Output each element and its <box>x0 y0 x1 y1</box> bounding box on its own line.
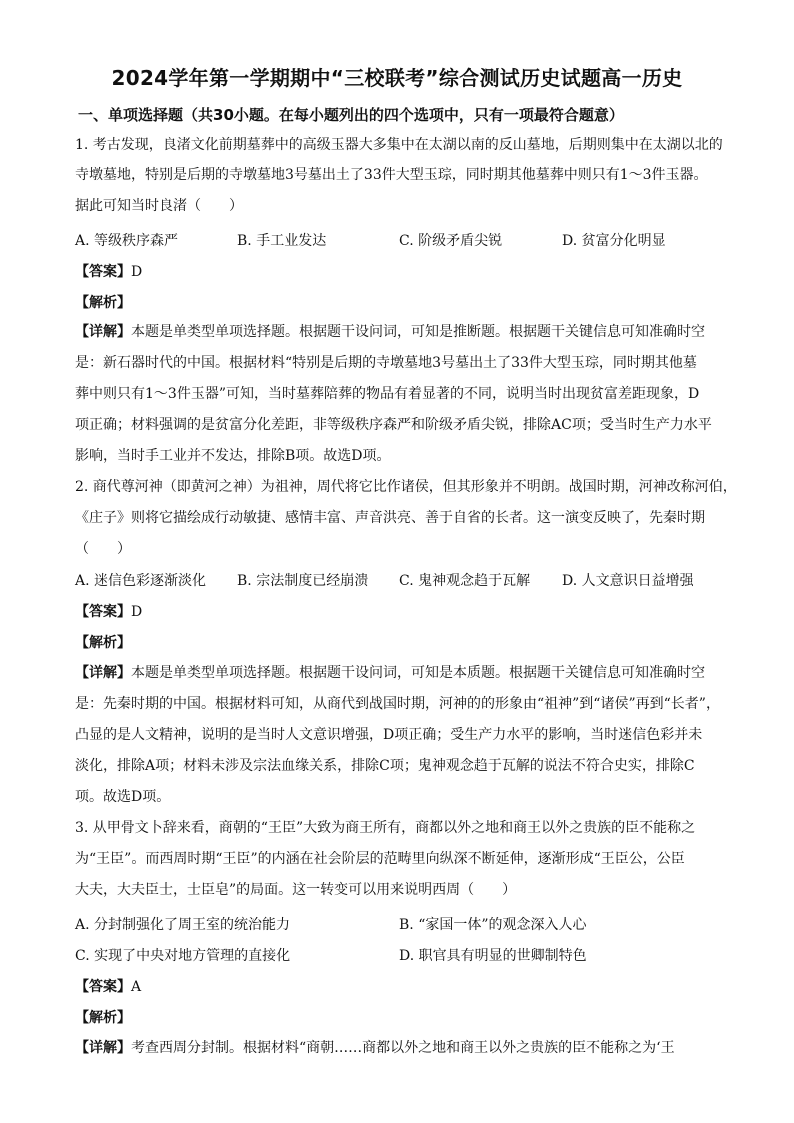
q1-option-c: C. 阶级矛盾尖锐 <box>399 233 503 249</box>
analysis-label: 【解析】 <box>75 1010 131 1026</box>
q1-detail-line: 项正确；材料强调的是贫富分化差距，非等级秩序森严和阶级矛盾尖锐，排除AC项；受当时生产力水平 <box>75 417 712 433</box>
q2-detail-line: 淡化，排除A项；材料未涉及宗法血缘关系，排除C项；鬼神观念趋于瓦解的说法不符合史实，排除C <box>75 758 695 774</box>
q1-option-d: D. 贫富分化明显 <box>562 233 666 249</box>
q1-detail-line: 是：新石器时代的中国。根据材料“特别是后期的寺墩墓地3号墓出土了33件大型玉琮，同时期其他墓 <box>75 355 697 371</box>
answer-label: 【答案】 <box>75 979 131 995</box>
q3-answer-value: A <box>131 979 142 995</box>
q1-stem-line: 据此可知当时良渚（ ） <box>75 198 243 214</box>
q2-stem-line: 2. 商代尊河神（即黄河之神）为祖神，周代将它比作诸侯，但其形象并不明朗。战国时期，河神改称河伯， <box>75 479 737 495</box>
q3-option-a: A. 分封制强化了周王室的统治能力 <box>75 917 291 933</box>
answer-label: 【答案】 <box>75 264 131 280</box>
q2-detail-line: 项。故选D项。 <box>75 789 171 805</box>
q3-option-b: B. “家国一体”的观念深入人心 <box>399 917 587 933</box>
q1-detail-text: 本题是单类型单项选择题。根据题干设问词，可知是推断题。根据题干关键信息可知准确时空 <box>131 324 705 340</box>
document-title: 2024学年第一学期期中“三校联考”综合测试历史试题高一历史 <box>111 66 683 90</box>
q2-option-a: A. 迷信色彩逐渐淡化 <box>75 573 207 589</box>
q2-option-b: B. 宗法制度已经崩溃 <box>237 573 369 589</box>
q1-option-b: B. 手工业发达 <box>237 233 327 249</box>
q1-detail-line: 影响，当时手工业并不发达，排除B项。故选D项。 <box>75 448 391 464</box>
q3-analysis-label <box>75 1007 131 1027</box>
q3-stem-line: 3. 从甲骨文卜辞来看，商朝的“王臣”大致为商王所有，商都以外之地和商王以外之贵族的臣不能称之 <box>75 820 696 836</box>
q3-stem-line: 大夫，大夫臣士，士臣皂”的局面。这一转变可以用来说明西周（ ） <box>75 882 517 898</box>
q1-stem-line: 寺墩墓地，特别是后期的寺墩墓地3号墓出土了33件大型玉琮，同时期其他墓葬中则只有1～3件玉器。 <box>75 167 708 183</box>
q2-detail-text: 本题是单类型单项选择题。根据题干设问词，可知是本质题。根据题干关键信息可知准确时空 <box>131 665 705 681</box>
q1-answer <box>75 261 142 281</box>
q2-answer <box>75 601 142 621</box>
section-heading: 一、单项选择题（共30小题。在每小题列出的四个选项中，只有一项最符合题意） <box>78 106 624 124</box>
q1-detail-line <box>75 322 705 342</box>
q3-stem-line: 为“王臣”。而西周时期“王臣”的内涵在社会阶层的范畴里向纵深不断延伸，逐渐形成“王臣公，公臣 <box>75 851 685 867</box>
q1-detail-line: 葬中则只有1～3件玉器”可知，当时墓葬陪葬的物品有着显著的不同，说明当时出现贫富差距现象，D <box>75 386 700 402</box>
q2-analysis-label <box>75 632 131 652</box>
detail-label: 【详解】 <box>75 1040 131 1056</box>
q2-answer-value: D <box>131 604 143 620</box>
detail-label: 【详解】 <box>75 665 131 681</box>
q2-detail-line: 是：先秦时期的中国。根据材料可知，从商代到战国时期，河神的的形象由“祖神”到“诸侯”再到“长者”， <box>75 696 720 712</box>
q2-option-c: C. 鬼神观念趋于瓦解 <box>399 573 531 589</box>
answer-label: 【答案】 <box>75 604 131 620</box>
q3-option-c: C. 实现了中央对地方管理的直接化 <box>75 948 291 964</box>
q3-detail-line <box>75 1038 675 1058</box>
q1-option-a: A. 等级秩序森严 <box>75 233 179 249</box>
q3-option-d: D. 职官具有明显的世卿制特色 <box>399 948 587 964</box>
analysis-label: 【解析】 <box>75 635 131 651</box>
q1-analysis-label <box>75 292 131 312</box>
q1-answer-value: D <box>131 264 143 280</box>
q2-detail-line <box>75 663 705 683</box>
detail-label: 【详解】 <box>75 324 131 340</box>
q2-stem-line: 《庄子》则将它描绘成行动敏捷、感情丰富、声音洪亮、善于自省的长者。这一演变反映了，先秦时期 <box>75 510 705 526</box>
q2-option-d: D. 人文意识日益增强 <box>562 573 694 589</box>
q2-stem-line: （ ） <box>75 541 131 557</box>
q3-answer <box>75 976 141 996</box>
q3-detail-text: 考查西周分封制。根据材料“商朝……商都以外之地和商王以外之贵族的臣不能称之为‘王 <box>131 1040 675 1056</box>
q2-detail-line: 凸显的是人文精神，说明的是当时人文意识增强，D项正确；受生产力水平的影响，当时迷信色彩并未 <box>75 727 703 743</box>
q1-stem-line: 1. 考古发现，良渚文化前期墓葬中的高级玉器大多集中在太湖以南的反山墓地，后期则集中在太湖以北的 <box>75 137 723 153</box>
analysis-label: 【解析】 <box>75 295 131 311</box>
